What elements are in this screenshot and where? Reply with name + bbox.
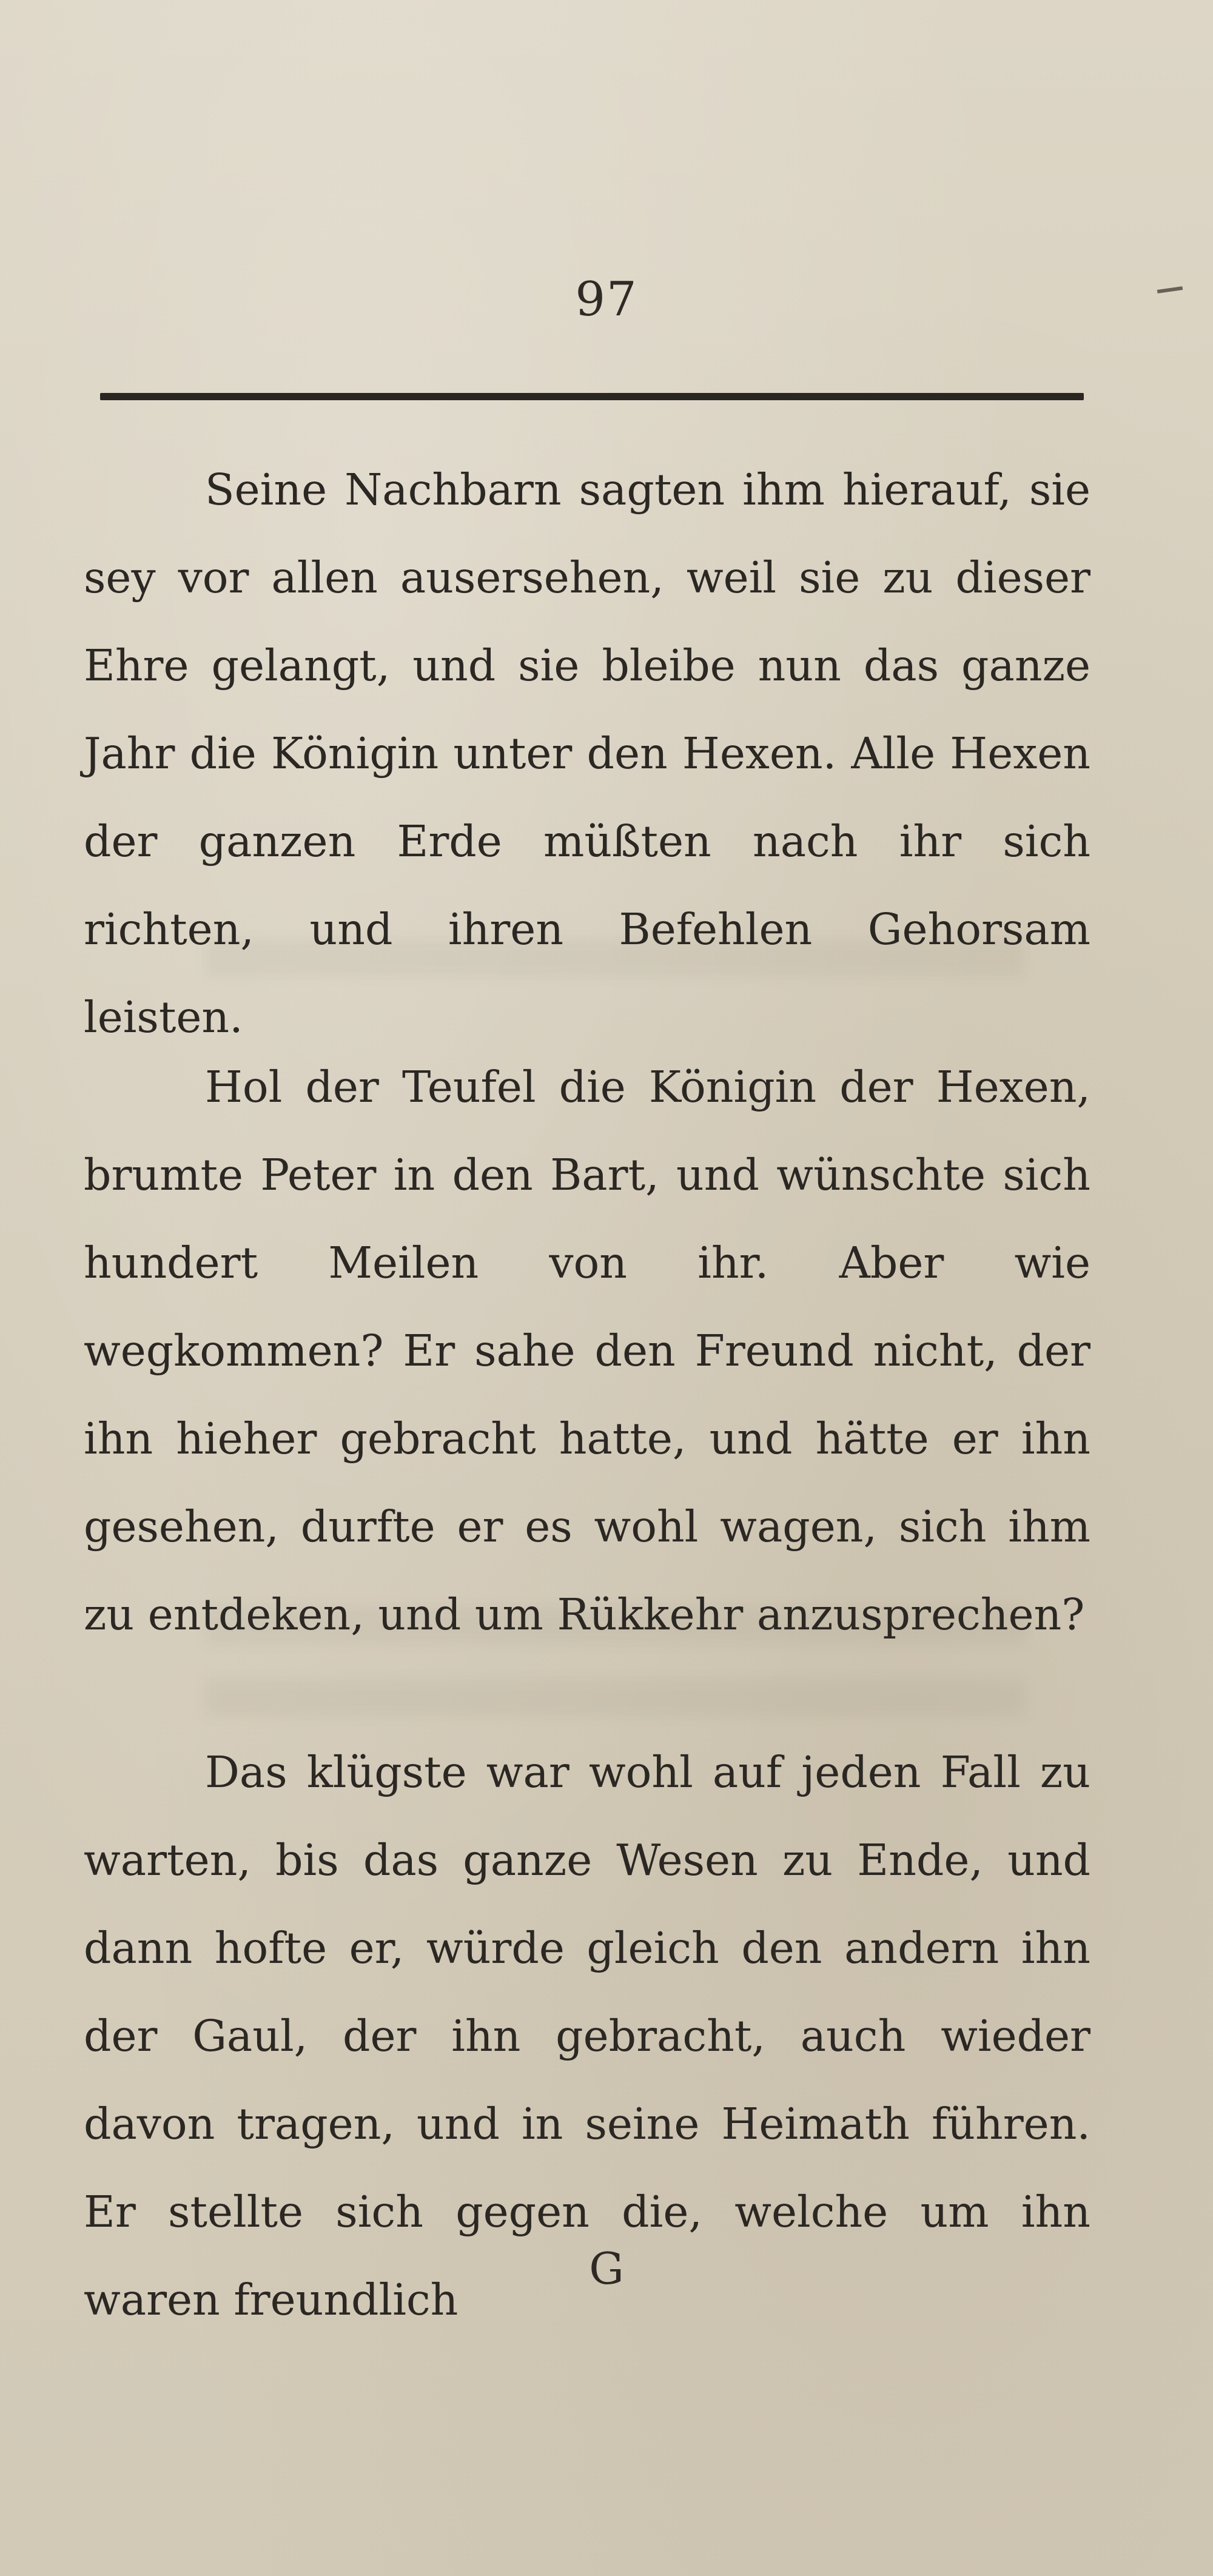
paragraph-1 (84, 446, 1090, 1061)
paragraph-text: Seine Nachbarn sagten ihm hierauf, sie sey vor allen ausersehen, weil sie zu dieser Ehre gelangt, und sie bleibe nun das ganze Jahr die Königin unter den Hexen. Alle Hexen der ganzen Erde müßten nach ihr sich richten, und ihren Befehlen Gehorsam leisten. (84, 465, 1090, 1042)
paragraph-text: Hol der Teufel die Königin der Hexen, brumte Peter in den Bart, und wünschte sich hundert Meilen von ihr. Aber wie wegkommen? Er sahe den Freund nicht, der ihn hieher gebracht hatte, und hätte er ihn gesehen, durfte er es wohl wagen, sich ihm zu entdeken, und um Rükkehr anzusprechen? (84, 1062, 1090, 1640)
show-through-bleed (206, 1680, 1025, 1716)
header-rule (100, 393, 1084, 400)
page-number: 97 (575, 272, 638, 327)
paragraph-text: Das klügste war wohl auf jeden Fall zu warten, bis das ganze Wesen zu Ende, und dann hofte er, würde gleich den andern ihn der Gaul, der ihn gebracht, auch wieder davon tragen, und in seine Heimath führen. Er stellte sich gegen die, welche um ihn waren freundlich (84, 1747, 1090, 2325)
paragraph-2 (84, 1043, 1090, 1659)
signature-mark: G (589, 2243, 624, 2294)
